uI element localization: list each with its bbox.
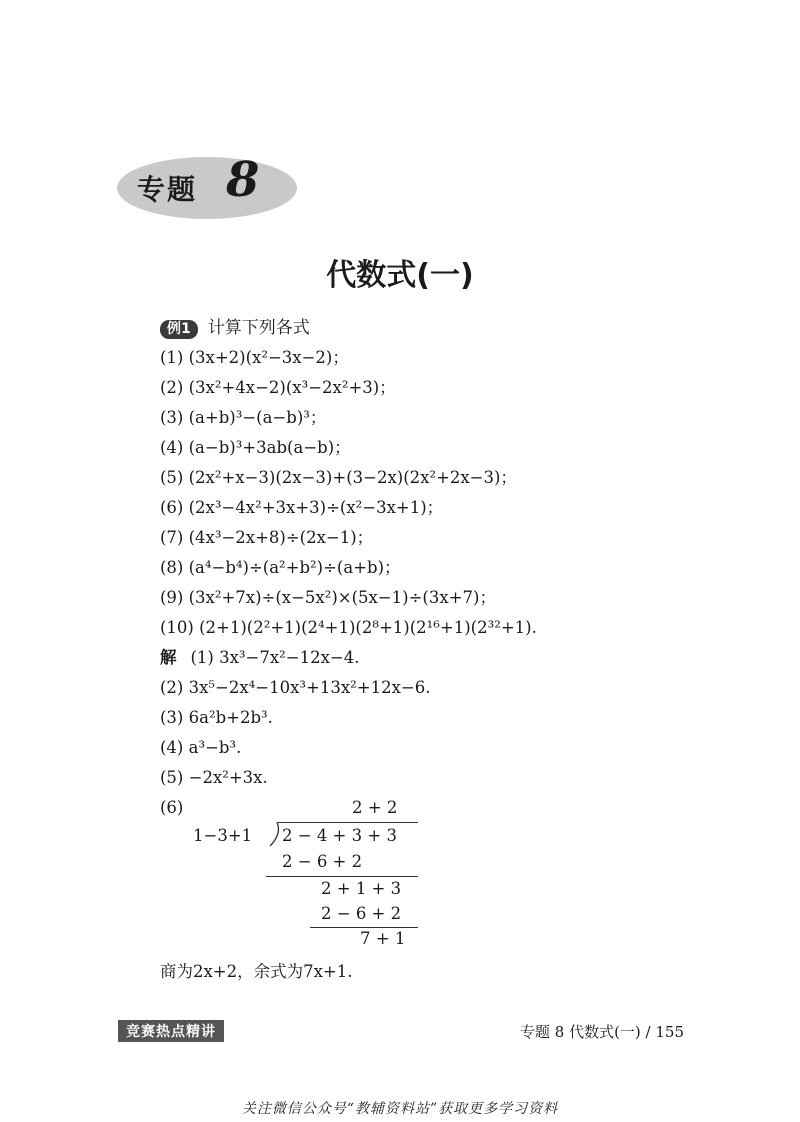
footer-chapter-page: 专题 8 代数式(一) / 155 — [519, 1023, 684, 1041]
division-quotient: 2 + 2 — [352, 798, 398, 817]
division-rule-1 — [266, 876, 418, 877]
problem-5: (5) (2x²+x−3)(2x−3)+(3−2x)(2x²+2x−3)； — [160, 468, 517, 487]
division-label: (6) — [160, 798, 184, 817]
division-bracket — [266, 820, 280, 848]
example-heading — [160, 318, 310, 339]
footer-series-label: 竞赛热点精讲 — [118, 1020, 224, 1042]
solution-answer-3: (3) 6a²b+2b³. — [160, 708, 273, 727]
example-badge: 例1 — [160, 320, 198, 339]
division-step-2: 2 + 1 + 3 — [321, 879, 402, 898]
problem-6: (6) (2x³−4x²+3x+3)÷(x²−3x+1)； — [160, 498, 444, 517]
problem-8: (8) (a⁴−b⁴)÷(a²+b²)÷(a+b)； — [160, 558, 401, 577]
division-divisor: 1−3+1 — [193, 826, 253, 845]
problem-9: (9) (3x²+7x)÷(x−5x²)×(5x−1)÷(3x+7)； — [160, 588, 496, 607]
watermark-text: 关注微信公众号“教辅资料站”获取更多学习资料 — [241, 1101, 559, 1117]
chapter-badge-number: 8 — [226, 152, 260, 208]
chapter-badge-label: 专题 — [137, 173, 198, 206]
division-rule-2 — [310, 927, 418, 928]
solution-answer-2: (2) 3x⁵−2x⁴−10x³+13x²+12x−6. — [160, 678, 431, 697]
solution-answer-5: (5) −2x²+3x. — [160, 768, 268, 787]
problem-4: (4) (a−b)³+3ab(a−b)； — [160, 438, 351, 457]
answer-1-text: (1) 3x³−7x²−12x−4. — [190, 648, 360, 667]
problem-3: (3) (a+b)³−(a−b)³； — [160, 408, 327, 427]
division-remainder: 7 + 1 — [360, 929, 406, 948]
problem-2: (2) (3x²+4x−2)(x³−2x²+3)； — [160, 378, 396, 397]
division-step-3: 2 − 6 + 2 — [321, 904, 402, 923]
solution-label: 解 — [160, 648, 177, 667]
example-title: 计算下列各式 — [207, 318, 310, 338]
division-dividend: 2 − 4 + 3 + 3 — [282, 826, 397, 845]
solution-conclusion: 商为2x+2，余式为7x+1. — [160, 962, 353, 981]
solution-answer-4: (4) a³−b³. — [160, 738, 242, 757]
problem-10: (10) (2+1)(2²+1)(2⁴+1)(2⁸+1)(2¹⁶+1)(2³²+1). — [160, 618, 537, 637]
solution-answer-1 — [160, 648, 359, 668]
problem-1: (1) (3x+2)(x²−3x−2)； — [160, 348, 349, 367]
problem-7: (7) (4x³−2x+8)÷(2x−1)； — [160, 528, 374, 547]
division-bar — [278, 822, 418, 823]
chapter-title: 代数式(一) — [326, 258, 474, 293]
division-step-1: 2 − 6 + 2 — [282, 852, 363, 871]
